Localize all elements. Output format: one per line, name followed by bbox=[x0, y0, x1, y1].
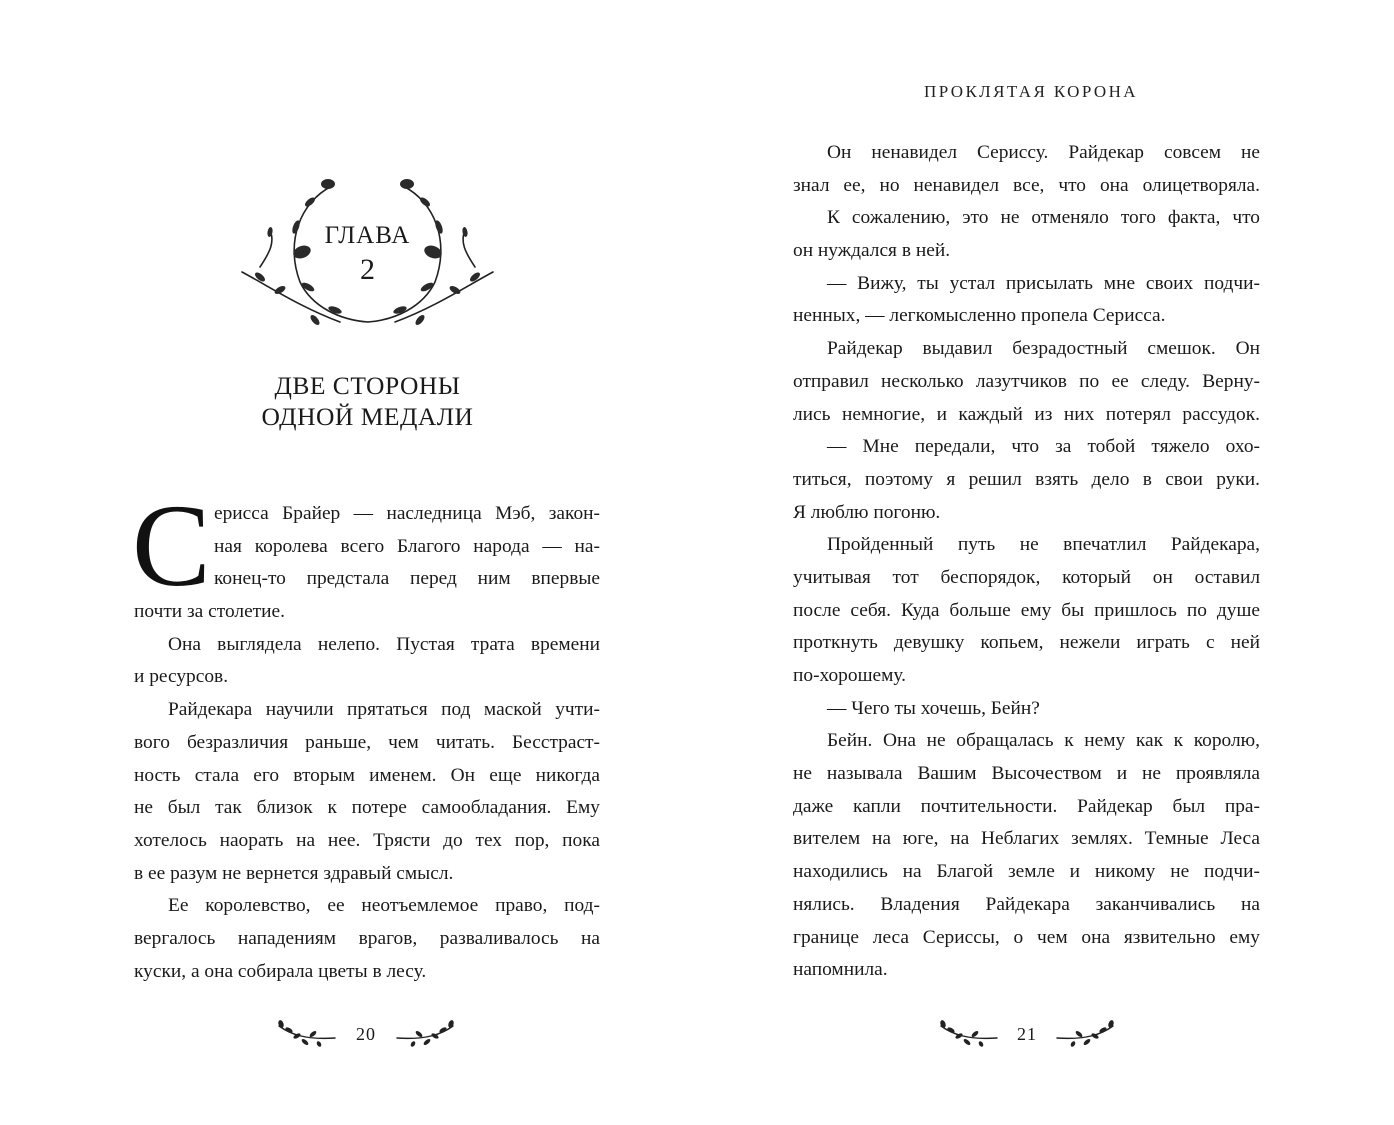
chapter-number: 2 bbox=[360, 253, 375, 286]
text-line: после себя. Куда больше ему бы пришлось по душе bbox=[793, 599, 1260, 621]
text-line: находились на Благой земле и никому не подчи- bbox=[793, 861, 1260, 883]
text-line: Райдекара научили прятаться под маской учти- bbox=[168, 699, 600, 721]
text-line: — Мне передали, что за тобой тяжело охо- bbox=[827, 436, 1260, 458]
body-text-left bbox=[132, 480, 600, 988]
text-line: он нуждался в ней. bbox=[793, 240, 951, 262]
page-number: 20 bbox=[356, 1024, 376, 1044]
chapter-title-line: ОДНОЙ МЕДАЛИ bbox=[261, 402, 474, 431]
page-number: 21 bbox=[1017, 1024, 1037, 1044]
text-line: и ресурсов. bbox=[134, 666, 229, 688]
text-line: ная королева всего Благого народа — на- bbox=[214, 535, 600, 557]
text-line: проткнуть девушку копьем, нежели играть с ней bbox=[793, 632, 1260, 654]
text-line: конец-то предстала перед ним впервые bbox=[214, 568, 600, 590]
text-line: К сожалению, это не отменяло того факта, что bbox=[827, 207, 1260, 229]
text-line: ность стала его вторым именем. Он еще никогда bbox=[134, 764, 600, 786]
chapter-label: ГЛАВА bbox=[324, 222, 411, 249]
text-line: — Чего ты хочешь, Бейн? bbox=[827, 697, 1040, 719]
running-head: ПРОКЛЯТАЯ КОРОНА bbox=[924, 82, 1138, 101]
body-text-right bbox=[793, 137, 1260, 987]
text-line: вергалось нападениям врагов, разваливалось на bbox=[134, 927, 600, 949]
text-line: Он ненавидел Сериссу. Райдекар совсем не bbox=[827, 142, 1260, 163]
text-line: титься, поэтому я решил взять дело в свои руки. bbox=[793, 468, 1260, 490]
chapter-title bbox=[200, 370, 535, 432]
page-number-footer bbox=[937, 1020, 1117, 1050]
text-line: границе леса Сериссы, о чем она язвительно ему bbox=[793, 926, 1260, 948]
text-line: не называла Вашим Высочеством и не проявляла bbox=[793, 763, 1260, 785]
text-line: не был так близок к потере самообладания. Ему bbox=[134, 797, 600, 819]
page-number-footer bbox=[275, 1020, 457, 1050]
text-line: почти за столетие. bbox=[134, 601, 285, 623]
text-line: ерисса Брайер — наследница Мэб, закон- bbox=[214, 503, 600, 524]
text-line: по-хорошему. bbox=[793, 665, 906, 686]
text-line: в ее разум не вернется здравый смысл. bbox=[134, 862, 454, 884]
floral-wreath-icon bbox=[240, 172, 495, 332]
text-line: знал ее, но ненавидел все, что она олицетворяла. bbox=[793, 174, 1260, 196]
text-line: Райдекар выдавил безрадостный смешок. Он bbox=[827, 338, 1260, 360]
text-line: Она выглядела нелепо. Пустая трата времени bbox=[168, 633, 600, 655]
text-line: — Вижу, ты устал присылать мне своих подчи- bbox=[827, 272, 1260, 294]
leaf-branch-icon bbox=[1055, 1020, 1117, 1050]
text-line: вителем на юге, на Неблагих землях. Темные Леса bbox=[793, 828, 1260, 850]
text-line: отправил несколько лазутчиков по ее следу. Верну- bbox=[793, 370, 1260, 392]
chapter-title-line: ДВЕ СТОРОНЫ bbox=[274, 371, 461, 400]
text-line: вого безразличия раньше, чем читать. Бесстраст- bbox=[134, 731, 600, 753]
text-line: напомнила. bbox=[793, 959, 888, 981]
text-line: Я люблю погоню. bbox=[793, 501, 941, 523]
leaf-branch-icon bbox=[395, 1020, 457, 1050]
text-line: нялись. Владения Райдекара заканчивались на bbox=[793, 893, 1260, 915]
text-line: лись немногие, и каждый из них потерял рассудок. bbox=[793, 403, 1260, 425]
text-line: Пройденный путь не впечатлил Райдекара, bbox=[827, 534, 1260, 556]
text-line: Ее королевство, ее неотъемлемое право, под- bbox=[168, 895, 600, 917]
text-line: куски, а она собирала цветы в лесу. bbox=[134, 960, 427, 982]
drop-cap: С bbox=[132, 480, 211, 611]
text-line: даже капли почтительности. Райдекар был пра- bbox=[793, 795, 1260, 817]
right-page bbox=[697, 0, 1394, 1125]
text-line: ненных, — легкомысленно пропела Серисса. bbox=[793, 305, 1166, 327]
text-line: хотелось наорать на нее. Трясти до тех пор, пока bbox=[134, 829, 600, 851]
text-line: Бейн. Она не обращалась к нему как к королю, bbox=[827, 730, 1260, 752]
text-line: учитывая тот беспорядок, который он оставил bbox=[793, 566, 1260, 588]
